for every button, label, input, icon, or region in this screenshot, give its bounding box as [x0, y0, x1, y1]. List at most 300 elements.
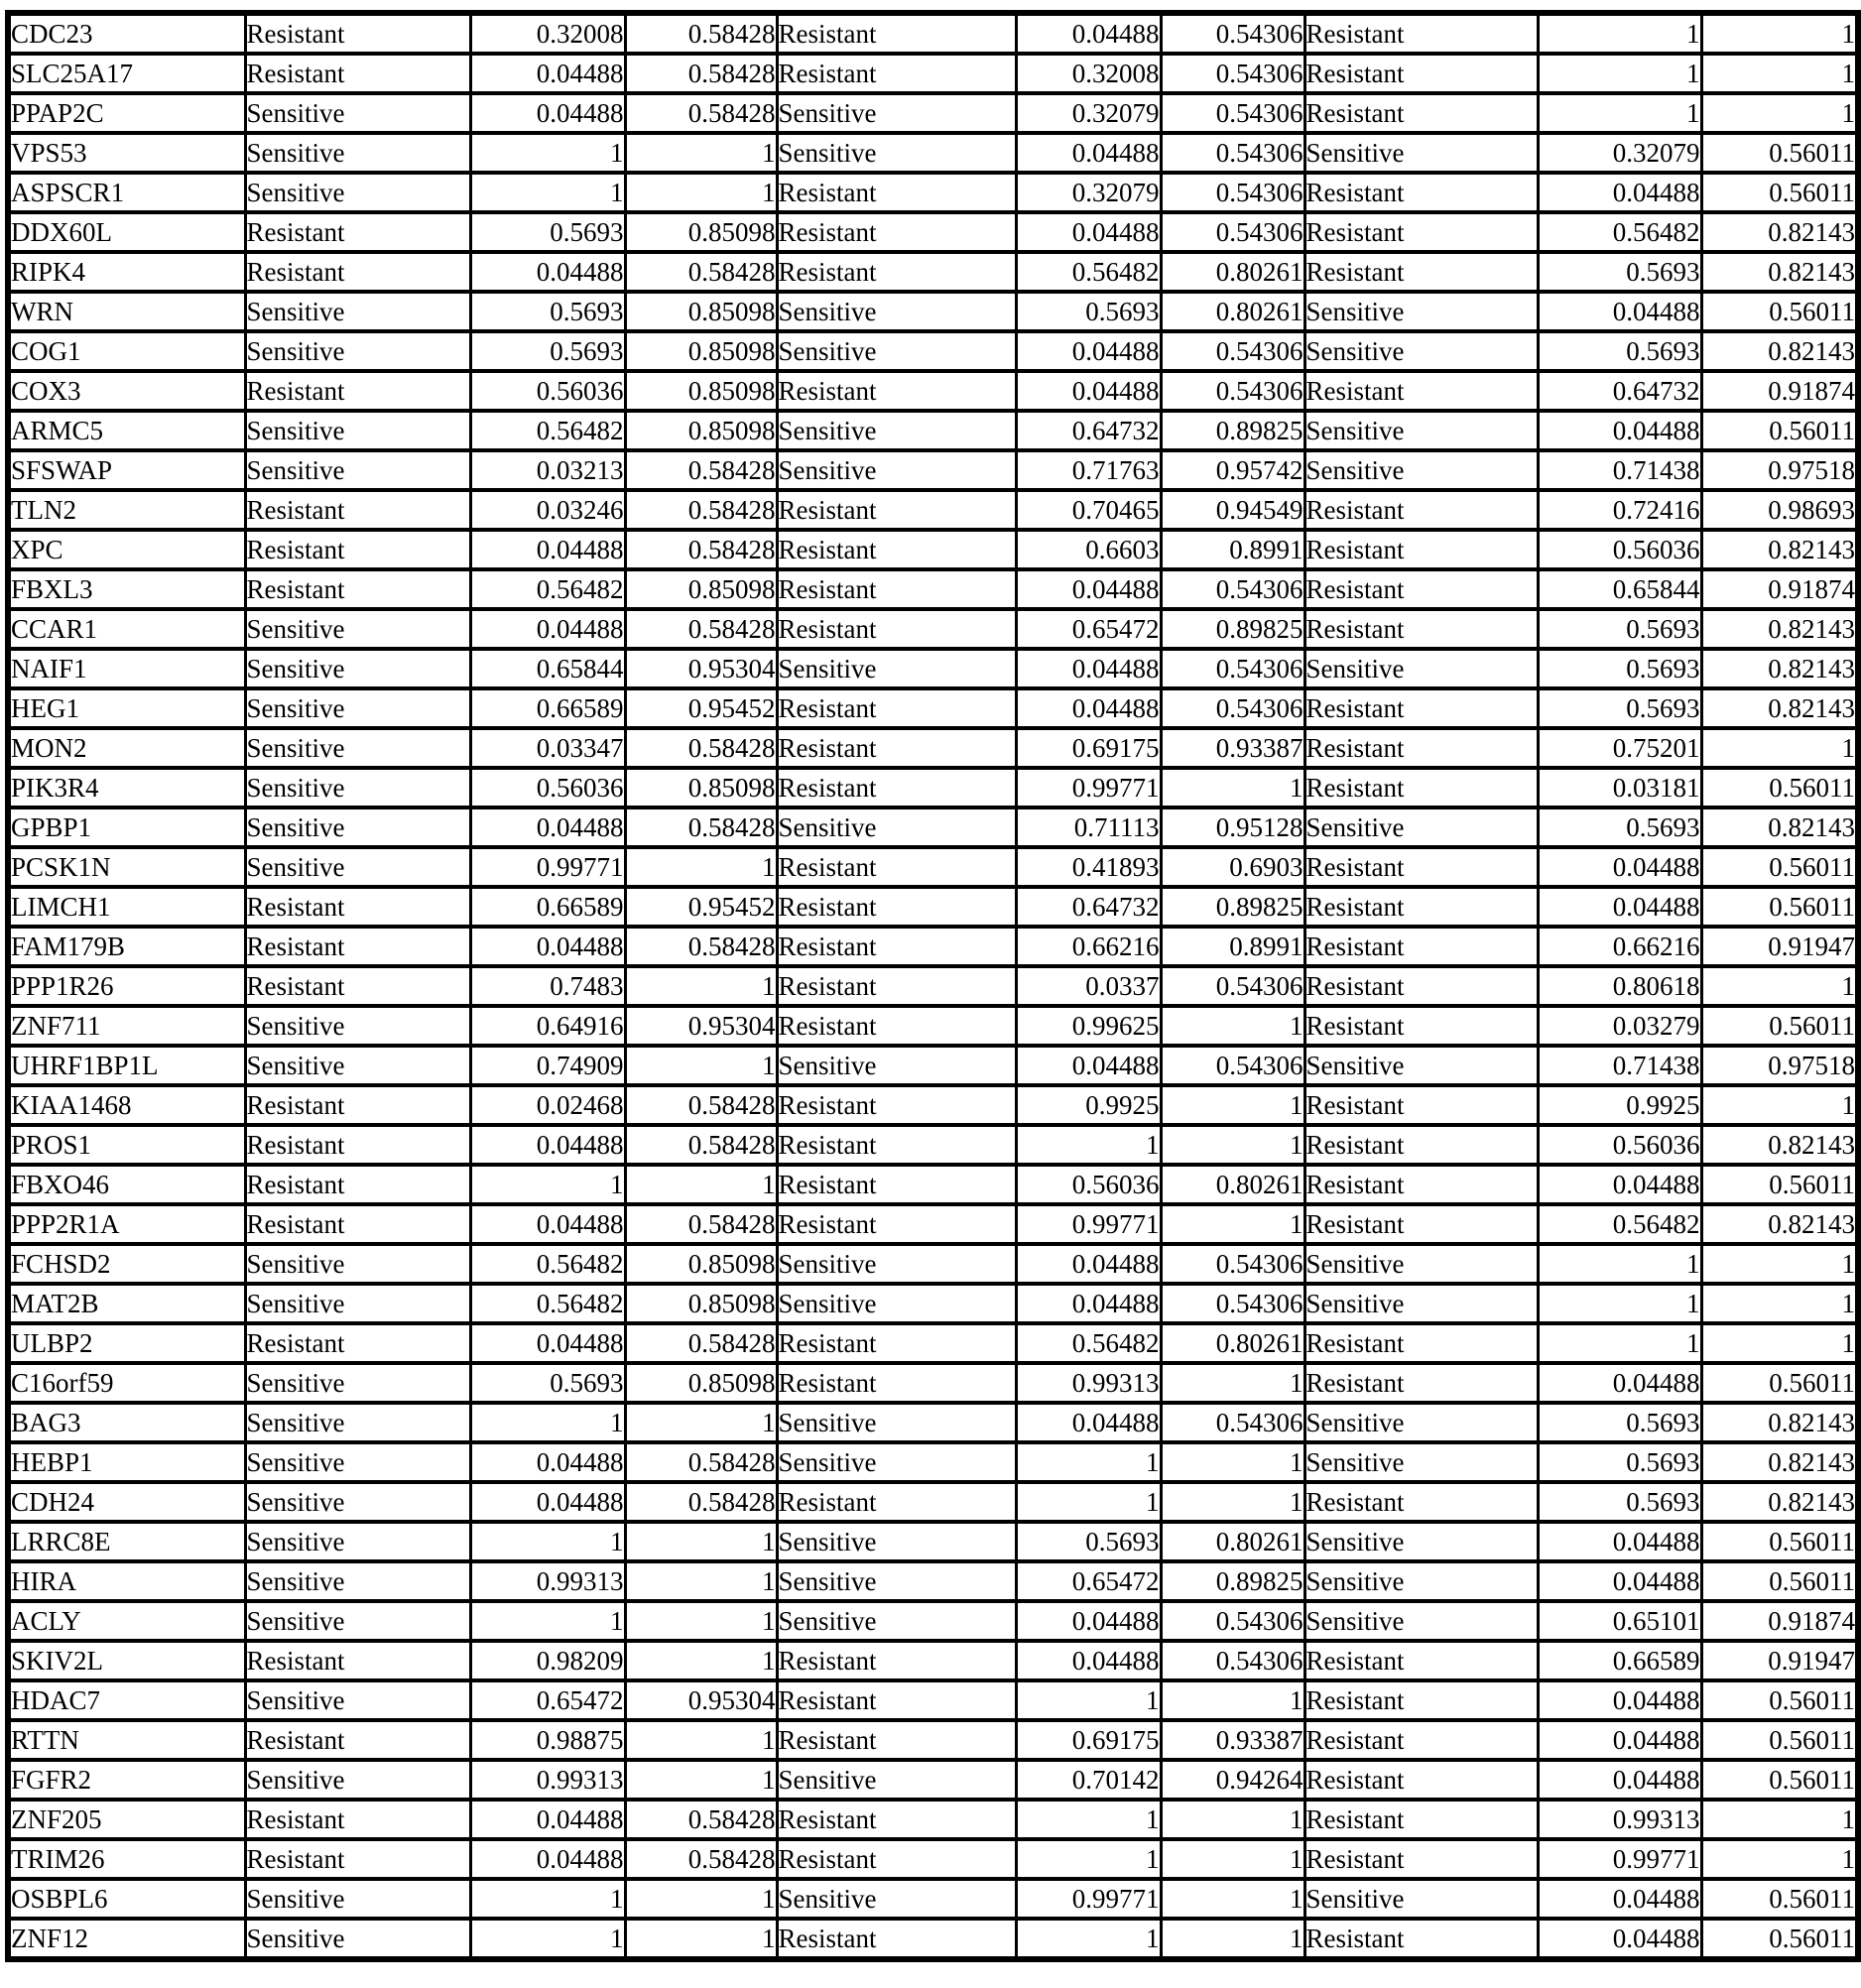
cell-value: 0.97518 — [1701, 1046, 1858, 1085]
cell-value: 0.58428 — [625, 450, 777, 490]
cell-value: 1 — [1701, 1800, 1858, 1839]
cell-call: Sensitive — [245, 173, 470, 212]
cell-call: Sensitive — [245, 411, 470, 450]
table-row — [8, 1204, 1858, 1244]
cell-gene: KIAA1468 — [8, 1085, 245, 1125]
cell-gene: WRN — [8, 292, 245, 331]
cell-value: 0.54306 — [1161, 966, 1304, 1006]
cell-value: 1 — [470, 1522, 625, 1561]
cell-call: Resistant — [245, 490, 470, 530]
cell-value: 0.04488 — [1538, 1919, 1701, 1959]
cell-gene: FAM179B — [8, 927, 245, 966]
cell-value: 0.56011 — [1701, 1879, 1858, 1919]
cell-call: Sensitive — [1304, 808, 1538, 847]
cell-call: Sensitive — [777, 649, 1016, 688]
cell-call: Resistant — [777, 728, 1016, 768]
cell-value: 1 — [1538, 93, 1701, 133]
cell-value: 0.54306 — [1161, 1046, 1304, 1085]
table-row — [8, 530, 1858, 569]
cell-call: Resistant — [245, 1085, 470, 1125]
cell-value: 1 — [1701, 1323, 1858, 1363]
cell-value: 1 — [1701, 1839, 1858, 1879]
cell-gene: HDAC7 — [8, 1680, 245, 1720]
cell-value: 1 — [1161, 1363, 1304, 1403]
table-row — [8, 292, 1858, 331]
cell-value: 0.6603 — [1016, 530, 1161, 569]
cell-call: Sensitive — [777, 1522, 1016, 1561]
cell-gene: XPC — [8, 530, 245, 569]
cell-value: 1 — [1161, 1125, 1304, 1165]
table-row — [8, 1006, 1858, 1046]
cell-value: 0.58428 — [625, 54, 777, 93]
cell-value: 1 — [625, 173, 777, 212]
cell-value: 0.95304 — [625, 649, 777, 688]
cell-value: 0.95452 — [625, 887, 777, 927]
cell-call: Sensitive — [245, 1403, 470, 1442]
cell-call: Resistant — [777, 1165, 1016, 1204]
cell-value: 0.32079 — [1016, 93, 1161, 133]
cell-value: 0.04488 — [1016, 133, 1161, 173]
cell-value: 0.03181 — [1538, 768, 1701, 808]
cell-value: 0.58428 — [625, 927, 777, 966]
cell-value: 0.58428 — [625, 1085, 777, 1125]
cell-value: 0.04488 — [1016, 688, 1161, 728]
cell-value: 0.56011 — [1701, 1680, 1858, 1720]
cell-value: 1 — [1016, 1800, 1161, 1839]
cell-call: Resistant — [1304, 1006, 1538, 1046]
cell-call: Resistant — [777, 252, 1016, 292]
cell-value: 0.56482 — [470, 1244, 625, 1284]
cell-value: 0.5693 — [1538, 1442, 1701, 1482]
cell-value: 0.82143 — [1701, 808, 1858, 847]
cell-call: Resistant — [245, 966, 470, 1006]
cell-value: 0.85098 — [625, 331, 777, 371]
cell-value: 0.5693 — [1538, 1403, 1701, 1442]
cell-call: Resistant — [777, 212, 1016, 252]
table-row — [8, 1125, 1858, 1165]
cell-value: 0.04488 — [1538, 1879, 1701, 1919]
cell-call: Sensitive — [245, 1879, 470, 1919]
cell-call: Resistant — [777, 1641, 1016, 1680]
cell-call: Sensitive — [1304, 292, 1538, 331]
cell-call: Resistant — [1304, 490, 1538, 530]
cell-value: 0.99313 — [1538, 1800, 1701, 1839]
cell-call: Sensitive — [245, 1680, 470, 1720]
cell-call: Resistant — [777, 530, 1016, 569]
cell-value: 0.04488 — [470, 1800, 625, 1839]
cell-value: 0.82143 — [1701, 1403, 1858, 1442]
cell-value: 0.64732 — [1016, 411, 1161, 450]
cell-call: Sensitive — [1304, 331, 1538, 371]
table-row — [8, 1323, 1858, 1363]
cell-call: Resistant — [1304, 252, 1538, 292]
cell-call: Sensitive — [777, 1403, 1016, 1442]
cell-gene: TRIM26 — [8, 1839, 245, 1879]
cell-value: 0.54306 — [1161, 173, 1304, 212]
cell-call: Sensitive — [1304, 1879, 1538, 1919]
cell-call: Sensitive — [777, 1879, 1016, 1919]
cell-value: 1 — [470, 1403, 625, 1442]
cell-gene: SLC25A17 — [8, 54, 245, 93]
cell-value: 0.04488 — [1538, 1561, 1701, 1601]
cell-value: 0.95304 — [625, 1680, 777, 1720]
cell-gene: FGFR2 — [8, 1760, 245, 1800]
cell-call: Sensitive — [777, 1442, 1016, 1482]
cell-call: Resistant — [777, 1323, 1016, 1363]
cell-call: Sensitive — [1304, 1561, 1538, 1601]
cell-value: 0.5693 — [470, 292, 625, 331]
cell-gene: VPS53 — [8, 133, 245, 173]
cell-value: 0.5693 — [1538, 649, 1701, 688]
cell-value: 0.56036 — [1538, 530, 1701, 569]
cell-value: 1 — [625, 1641, 777, 1680]
cell-value: 0.98875 — [470, 1720, 625, 1760]
cell-call: Resistant — [777, 173, 1016, 212]
cell-value: 0.93387 — [1161, 728, 1304, 768]
cell-call: Resistant — [777, 768, 1016, 808]
cell-call: Resistant — [245, 1800, 470, 1839]
table-row — [8, 1165, 1858, 1204]
cell-call: Sensitive — [1304, 1244, 1538, 1284]
cell-value: 0.04488 — [1016, 371, 1161, 411]
cell-call: Sensitive — [245, 1760, 470, 1800]
cell-value: 0.82143 — [1701, 609, 1858, 649]
cell-value: 0.04488 — [1016, 569, 1161, 609]
cell-call: Resistant — [1304, 1323, 1538, 1363]
cell-gene: COX3 — [8, 371, 245, 411]
cell-value: 0.56036 — [1016, 1165, 1161, 1204]
cell-value: 0.56011 — [1701, 768, 1858, 808]
cell-call: Sensitive — [1304, 649, 1538, 688]
cell-call: Resistant — [1304, 1800, 1538, 1839]
cell-value: 0.71113 — [1016, 808, 1161, 847]
cell-value: 1 — [1701, 728, 1858, 768]
cell-value: 0.58428 — [625, 490, 777, 530]
cell-value: 0.04488 — [1538, 1165, 1701, 1204]
cell-value: 0.04488 — [1538, 887, 1701, 927]
cell-gene: RIPK4 — [8, 252, 245, 292]
cell-value: 0.58428 — [625, 1800, 777, 1839]
cell-value: 0.56011 — [1701, 1720, 1858, 1760]
cell-value: 0.9925 — [1016, 1085, 1161, 1125]
cell-value: 0.98693 — [1701, 490, 1858, 530]
cell-call: Resistant — [245, 1323, 470, 1363]
cell-value: 0.54306 — [1161, 13, 1304, 54]
cell-gene: MAT2B — [8, 1284, 245, 1323]
cell-value: 0.65844 — [470, 649, 625, 688]
cell-call: Sensitive — [1304, 1522, 1538, 1561]
cell-value: 0.80261 — [1161, 292, 1304, 331]
cell-value: 0.0337 — [1016, 966, 1161, 1006]
cell-value: 1 — [1701, 1085, 1858, 1125]
cell-call: Resistant — [1304, 1165, 1538, 1204]
cell-value: 0.71438 — [1538, 1046, 1701, 1085]
cell-call: Resistant — [777, 966, 1016, 1006]
table-row — [8, 1641, 1858, 1680]
cell-call: Sensitive — [245, 1442, 470, 1482]
cell-call: Sensitive — [1304, 411, 1538, 450]
table-row — [8, 411, 1858, 450]
table-row — [8, 808, 1858, 847]
cell-call: Resistant — [1304, 768, 1538, 808]
cell-value: 0.7483 — [470, 966, 625, 1006]
cell-value: 0.56011 — [1701, 1165, 1858, 1204]
cell-value: 0.56482 — [1538, 212, 1701, 252]
cell-call: Resistant — [1304, 173, 1538, 212]
cell-call: Resistant — [777, 1204, 1016, 1244]
cell-value: 1 — [1161, 1085, 1304, 1125]
cell-value: 0.65101 — [1538, 1601, 1701, 1641]
cell-call: Sensitive — [1304, 1442, 1538, 1482]
cell-value: 0.99313 — [1016, 1363, 1161, 1403]
cell-value: 0.99313 — [470, 1760, 625, 1800]
cell-value: 0.32079 — [1016, 173, 1161, 212]
cell-call: Sensitive — [245, 609, 470, 649]
cell-value: 0.91874 — [1701, 1601, 1858, 1641]
table-row — [8, 609, 1858, 649]
cell-value: 1 — [1016, 1680, 1161, 1720]
cell-call: Sensitive — [777, 808, 1016, 847]
cell-value: 0.58428 — [625, 609, 777, 649]
cell-value: 1 — [1701, 54, 1858, 93]
cell-call: Resistant — [777, 1006, 1016, 1046]
cell-call: Sensitive — [777, 1284, 1016, 1323]
cell-call: Sensitive — [777, 1601, 1016, 1641]
cell-value: 0.72416 — [1538, 490, 1701, 530]
cell-value: 0.5693 — [470, 331, 625, 371]
cell-value: 1 — [625, 847, 777, 887]
cell-value: 1 — [1161, 1919, 1304, 1959]
cell-value: 0.70465 — [1016, 490, 1161, 530]
cell-call: Sensitive — [245, 1363, 470, 1403]
cell-call: Resistant — [777, 609, 1016, 649]
cell-value: 1 — [1161, 1680, 1304, 1720]
cell-value: 0.5693 — [1538, 331, 1701, 371]
cell-call: Resistant — [1304, 609, 1538, 649]
cell-value: 0.89825 — [1161, 887, 1304, 927]
cell-gene: PCSK1N — [8, 847, 245, 887]
cell-value: 0.04488 — [1538, 173, 1701, 212]
cell-call: Resistant — [777, 1125, 1016, 1165]
cell-value: 1 — [470, 1601, 625, 1641]
cell-call: Resistant — [777, 1919, 1016, 1959]
cell-call: Sensitive — [1304, 450, 1538, 490]
cell-call: Sensitive — [245, 1561, 470, 1601]
cell-value: 1 — [625, 1919, 777, 1959]
cell-value: 0.58428 — [625, 93, 777, 133]
cell-value: 0.04488 — [470, 530, 625, 569]
cell-call: Resistant — [1304, 1125, 1538, 1165]
cell-call: Resistant — [1304, 13, 1538, 54]
cell-value: 0.74909 — [470, 1046, 625, 1085]
cell-call: Resistant — [1304, 887, 1538, 927]
cell-call: Resistant — [777, 927, 1016, 966]
cell-value: 0.04488 — [1016, 13, 1161, 54]
cell-call: Resistant — [245, 887, 470, 927]
cell-value: 0.04488 — [1016, 1601, 1161, 1641]
cell-call: Sensitive — [245, 1522, 470, 1561]
cell-value: 0.04488 — [470, 1323, 625, 1363]
cell-call: Sensitive — [245, 93, 470, 133]
cell-value: 0.99771 — [1538, 1839, 1701, 1879]
cell-value: 0.54306 — [1161, 1641, 1304, 1680]
cell-value: 0.82143 — [1701, 1482, 1858, 1522]
cell-value: 0.5693 — [1538, 688, 1701, 728]
cell-value: 0.94264 — [1161, 1760, 1304, 1800]
cell-value: 0.75201 — [1538, 728, 1701, 768]
cell-value: 0.56011 — [1701, 1919, 1858, 1959]
cell-value: 0.58428 — [625, 1323, 777, 1363]
cell-value: 1 — [625, 1879, 777, 1919]
cell-value: 1 — [1016, 1839, 1161, 1879]
cell-value: 0.91874 — [1701, 569, 1858, 609]
cell-call: Sensitive — [777, 1046, 1016, 1085]
cell-call: Resistant — [245, 54, 470, 93]
cell-call: Sensitive — [1304, 133, 1538, 173]
table-row — [8, 1244, 1858, 1284]
table-row — [8, 1839, 1858, 1879]
cell-value: 0.04488 — [1538, 1522, 1701, 1561]
cell-value: 1 — [470, 1879, 625, 1919]
cell-value: 0.54306 — [1161, 133, 1304, 173]
cell-gene: COG1 — [8, 331, 245, 371]
cell-value: 0.9925 — [1538, 1085, 1701, 1125]
cell-value: 0.04488 — [1016, 331, 1161, 371]
cell-value: 0.58428 — [625, 1204, 777, 1244]
cell-value: 0.54306 — [1161, 93, 1304, 133]
cell-value: 0.69175 — [1016, 728, 1161, 768]
table-row — [8, 1085, 1858, 1125]
cell-call: Resistant — [777, 13, 1016, 54]
cell-gene: PROS1 — [8, 1125, 245, 1165]
cell-call: Sensitive — [245, 1006, 470, 1046]
cell-value: 0.04488 — [470, 927, 625, 966]
cell-value: 1 — [470, 1165, 625, 1204]
cell-call: Resistant — [1304, 1720, 1538, 1760]
cell-call: Resistant — [245, 530, 470, 569]
cell-value: 0.64732 — [1016, 887, 1161, 927]
cell-value: 0.04488 — [470, 54, 625, 93]
cell-value: 0.71438 — [1538, 450, 1701, 490]
cell-call: Resistant — [1304, 1363, 1538, 1403]
table-row — [8, 649, 1858, 688]
cell-value: 0.80261 — [1161, 1165, 1304, 1204]
cell-value: 1 — [1161, 768, 1304, 808]
cell-value: 1 — [625, 1601, 777, 1641]
table-row — [8, 1363, 1858, 1403]
cell-value: 0.85098 — [625, 1244, 777, 1284]
cell-value: 0.95304 — [625, 1006, 777, 1046]
cell-value: 0.80618 — [1538, 966, 1701, 1006]
cell-value: 0.32008 — [470, 13, 625, 54]
table-row — [8, 768, 1858, 808]
cell-value: 1 — [1538, 1284, 1701, 1323]
cell-call: Sensitive — [245, 768, 470, 808]
cell-gene: ZNF711 — [8, 1006, 245, 1046]
cell-value: 0.66216 — [1016, 927, 1161, 966]
cell-value: 0.99313 — [470, 1561, 625, 1601]
cell-value: 0.56011 — [1701, 411, 1858, 450]
table-row — [8, 1403, 1858, 1442]
cell-value: 0.56036 — [470, 768, 625, 808]
table-row — [8, 1284, 1858, 1323]
cell-value: 0.95742 — [1161, 450, 1304, 490]
cell-value: 1 — [470, 133, 625, 173]
cell-call: Sensitive — [1304, 1403, 1538, 1442]
cell-value: 0.82143 — [1701, 1125, 1858, 1165]
cell-value: 0.56482 — [470, 411, 625, 450]
table-row — [8, 1879, 1858, 1919]
cell-value: 0.5693 — [470, 212, 625, 252]
cell-call: Sensitive — [245, 1482, 470, 1522]
cell-value: 0.56011 — [1701, 847, 1858, 887]
cell-call: Sensitive — [1304, 1601, 1538, 1641]
cell-value: 0.04488 — [1016, 1403, 1161, 1442]
cell-value: 0.58428 — [625, 252, 777, 292]
cell-gene: FCHSD2 — [8, 1244, 245, 1284]
cell-call: Sensitive — [245, 808, 470, 847]
cell-value: 1 — [1016, 1482, 1161, 1522]
cell-value: 0.54306 — [1161, 1403, 1304, 1442]
cell-call: Resistant — [1304, 1839, 1538, 1879]
table-row — [8, 728, 1858, 768]
cell-gene: HEBP1 — [8, 1442, 245, 1482]
cell-value: 1 — [625, 1403, 777, 1442]
cell-value: 1 — [1538, 1244, 1701, 1284]
cell-value: 1 — [1538, 1323, 1701, 1363]
cell-value: 0.56011 — [1701, 1561, 1858, 1601]
table-row — [8, 490, 1858, 530]
cell-gene: BAG3 — [8, 1403, 245, 1442]
cell-call: Resistant — [245, 1720, 470, 1760]
cell-call: Resistant — [777, 887, 1016, 927]
cell-value: 1 — [470, 173, 625, 212]
cell-value: 0.32008 — [1016, 54, 1161, 93]
cell-value: 0.85098 — [625, 569, 777, 609]
cell-value: 0.58428 — [625, 13, 777, 54]
cell-gene: CCAR1 — [8, 609, 245, 649]
cell-value: 0.54306 — [1161, 212, 1304, 252]
cell-value: 0.5693 — [1538, 252, 1701, 292]
cell-gene: LIMCH1 — [8, 887, 245, 927]
cell-value: 0.66589 — [470, 887, 625, 927]
cell-value: 1 — [1161, 1482, 1304, 1522]
cell-value: 0.54306 — [1161, 54, 1304, 93]
cell-value: 1 — [1701, 13, 1858, 54]
cell-value: 0.54306 — [1161, 1601, 1304, 1641]
cell-value: 0.85098 — [625, 768, 777, 808]
cell-value: 0.04488 — [1016, 1244, 1161, 1284]
table-row — [8, 371, 1858, 411]
cell-call: Sensitive — [1304, 1046, 1538, 1085]
table-row — [8, 54, 1858, 93]
cell-value: 0.99625 — [1016, 1006, 1161, 1046]
table-row — [8, 847, 1858, 887]
cell-value: 1 — [1538, 13, 1701, 54]
cell-gene: NAIF1 — [8, 649, 245, 688]
table-row — [8, 887, 1858, 927]
cell-value: 0.56482 — [1538, 1204, 1701, 1244]
cell-value: 1 — [1701, 93, 1858, 133]
cell-value: 0.04488 — [470, 1442, 625, 1482]
cell-value: 0.04488 — [1016, 1046, 1161, 1085]
cell-gene: FBXO46 — [8, 1165, 245, 1204]
cell-value: 0.56011 — [1701, 1006, 1858, 1046]
cell-call: Resistant — [777, 490, 1016, 530]
cell-gene: TLN2 — [8, 490, 245, 530]
cell-value: 0.04488 — [1016, 649, 1161, 688]
cell-value: 0.70142 — [1016, 1760, 1161, 1800]
